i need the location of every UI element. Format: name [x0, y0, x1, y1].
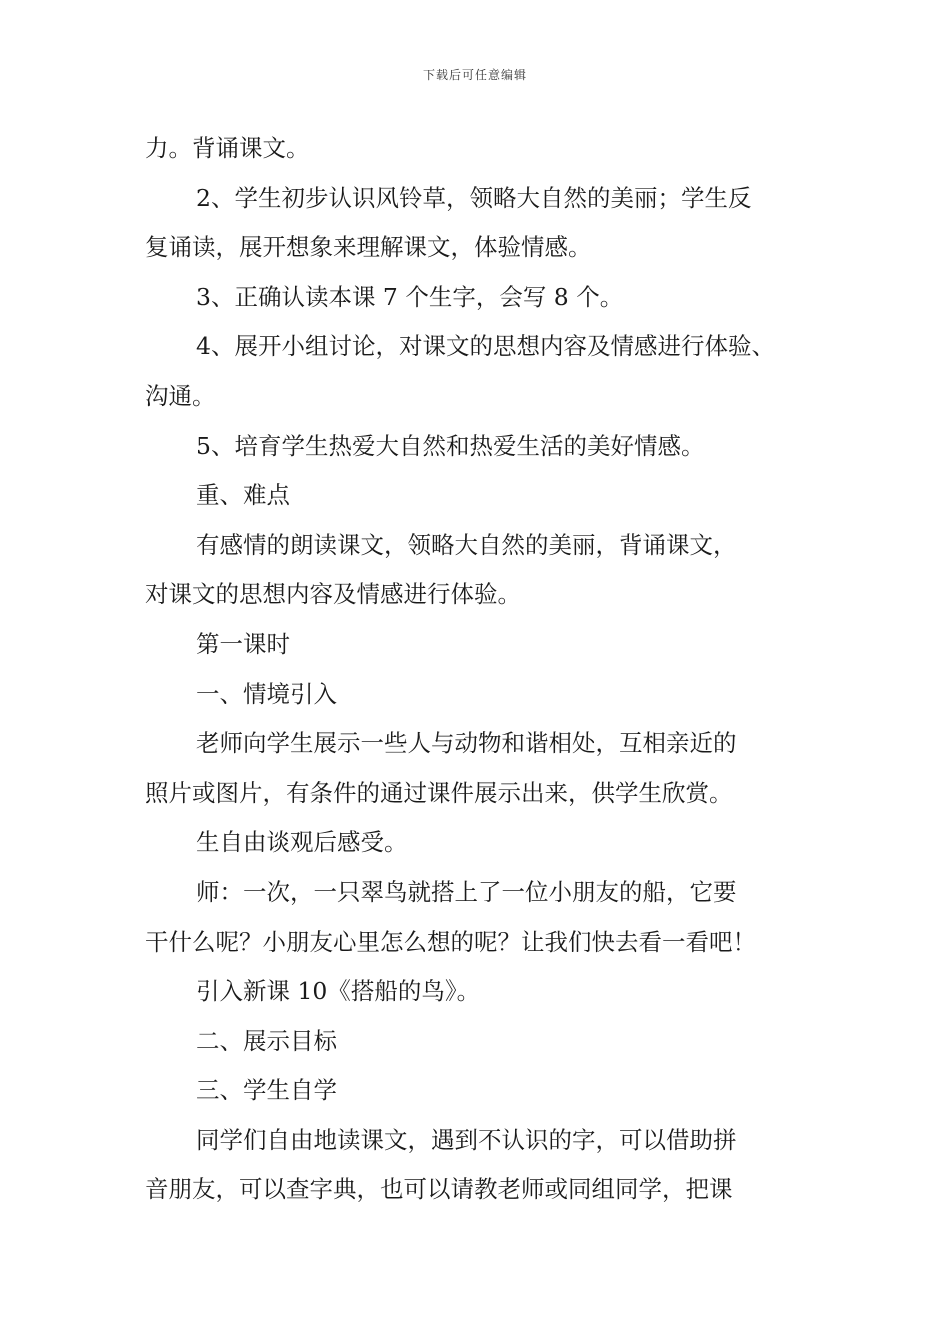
text-line: 3、正确认读本课 7 个生字，会写 8 个。	[196, 282, 624, 311]
text-line: 一、情境引入	[196, 679, 337, 708]
text-line: 4、展开小组讨论，对课文的思想内容及情感进行体验、	[196, 332, 775, 361]
text-line: 三、学生自学	[196, 1076, 337, 1105]
text-line: 音朋友，可以查字典，也可以请教老师或同组同学，把课	[145, 1175, 733, 1204]
text-line: 对课文的思想内容及情感进行体验。	[145, 580, 521, 609]
text-line: 干什么呢？小朋友心里怎么想的呢？让我们快去看一看吧！	[145, 927, 756, 956]
text-line: 引入新课 10《搭船的鸟》。	[196, 977, 481, 1006]
text-line: 复诵读，展开想象来理解课文，体验情感。	[145, 233, 592, 262]
text-line: 师：一次，一只翠鸟就搭上了一位小朋友的船，它要	[196, 877, 737, 906]
text-line: 力。背诵课文。	[145, 134, 310, 162]
text-line: 照片或图片，有条件的通过课件展示出来，供学生欣赏。	[145, 778, 733, 807]
page-header-note: 下载后可任意编辑	[422, 68, 527, 82]
text-line: 5、培育学生热爱大自然和热爱生活的美好情感。	[196, 431, 705, 460]
text-line: 老师向学生展示一些人与动物和谐相处，互相亲近的	[196, 729, 737, 758]
text-line: 沟通。	[145, 381, 216, 410]
text-line: 2、学生初步认识风铃草，领略大自然的美丽；学生反	[196, 183, 752, 212]
text-line: 生自由谈观后感受。	[196, 828, 408, 857]
text-line: 二、展示目标	[196, 1026, 337, 1055]
text-line: 同学们自由地读课文，遇到不认识的字，可以借助拼	[196, 1125, 737, 1154]
text-line: 重、难点	[196, 481, 290, 510]
lesson-plan-text	[145, 124, 810, 1215]
text-line: 第一课时	[196, 629, 290, 658]
text-line: 有感情的朗读课文，领略大自然的美丽，背诵课文，	[196, 530, 737, 559]
